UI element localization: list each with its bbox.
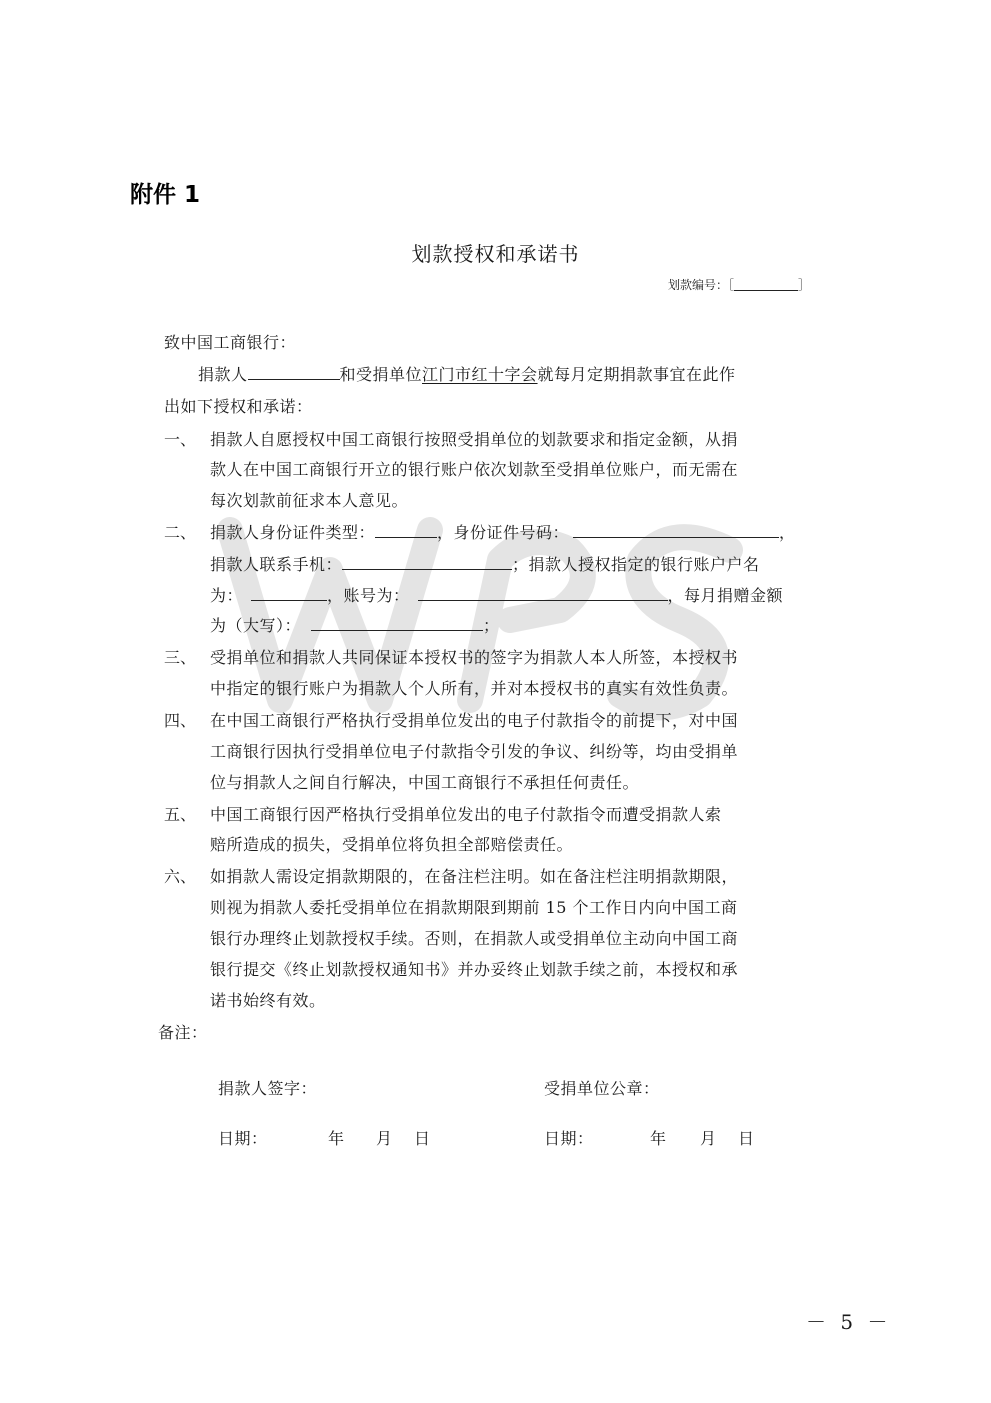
phone-blank — [342, 555, 512, 570]
recipient-date-label: 日期： — [544, 1129, 594, 1148]
addressee: 致中国工商银行： — [164, 333, 297, 352]
account-number-label: ，账号为： — [327, 586, 410, 605]
amount-words-blank — [311, 616, 483, 631]
donor-name-blank — [248, 365, 340, 380]
intro-middle: 和受捐单位 — [339, 365, 423, 384]
donor-date-year: 年 — [328, 1129, 345, 1148]
item-number-1: 一、 — [164, 430, 197, 449]
item-number-5: 五、 — [164, 805, 197, 824]
id-comma: ， — [779, 523, 796, 542]
recipient-seal-label: 受捐单位公章： — [544, 1079, 660, 1098]
item-1-line-3: 每次划款前征求本人意见。 — [210, 491, 409, 510]
phone-label: 捐款人联系手机： — [210, 555, 343, 574]
item-2-line-1 — [210, 520, 796, 543]
item-5-line-1: 中国工商银行因严格执行受捐单位发出的电子付款指令而遭受捐款人索 — [210, 805, 722, 824]
monthly-amount-label: ，每月捐赠金额 — [667, 586, 784, 605]
item-6-line-2: 则视为捐款人委托受捐单位在捐款期限到期前 15 个工作日内向中国工商 — [210, 898, 738, 917]
account-name-prefix: 为： — [210, 586, 244, 605]
item-number-6: 六、 — [164, 867, 197, 886]
serial-close: ］ — [798, 278, 811, 292]
item-3-line-2: 中指定的银行账户为捐款人个人所有，并对本授权书的真实有效性负责。 — [210, 679, 739, 698]
id-type-blank — [375, 523, 437, 538]
item-number-4: 四、 — [164, 711, 197, 730]
remarks-label: 备注： — [158, 1023, 208, 1042]
donor-date-day: 日 — [414, 1129, 431, 1148]
item-4-line-3: 位与捐款人之间自行解决，中国工商银行不承担任何责任。 — [210, 773, 640, 792]
item-5-line-2: 赔所造成的损失，受捐单位将负担全部赔偿责任。 — [210, 835, 574, 854]
account-name-label: ；捐款人授权指定的银行账户户名 — [512, 555, 760, 574]
serial-blank — [734, 278, 798, 291]
item-6-line-5: 诺书始终有效。 — [210, 991, 326, 1010]
item-6-line-1: 如捐款人需设定捐款期限的，在备注栏注明。如在备注栏注明捐款期限， — [210, 867, 739, 886]
intro-line-1 — [198, 362, 816, 385]
intro-suffix: 就每月定期捐款事宜在此作 — [537, 365, 736, 384]
attachment-label: 附件 1 — [130, 182, 201, 208]
item-2-line-3 — [210, 583, 783, 606]
item-1-line-1: 捐款人自愿授权中国工商银行按照受捐单位的划款要求和指定金额，从捐 — [210, 430, 739, 449]
donor-signature-label: 捐款人签字： — [218, 1079, 318, 1098]
recipient-org: 江门市红十字会 — [422, 365, 538, 384]
item-2-line-2 — [210, 552, 760, 575]
recipient-date-year: 年 — [650, 1129, 667, 1148]
id-number-label: ，身份证件号码： — [437, 523, 570, 542]
item-1-line-2: 款人在中国工商银行开立的银行账户依次划款至受捐单位账户，而无需在 — [210, 460, 739, 479]
item-2-line-4 — [210, 613, 500, 636]
recipient-date-day: 日 — [738, 1129, 755, 1148]
id-number-blank — [573, 523, 779, 538]
item-number-2: 二、 — [164, 523, 197, 542]
account-name-blank — [251, 586, 327, 601]
item-4-line-2: 工商银行因执行受捐单位电子付款指令引发的争议、纠纷等，均由受捐单 — [210, 742, 739, 761]
intro-prefix: 捐款人 — [198, 365, 248, 384]
id-type-label: 捐款人身份证件类型： — [210, 523, 376, 542]
amount-words-label: 为（大写）： — [210, 616, 302, 635]
intro-line-2: 出如下授权和承诺： — [164, 397, 313, 416]
item-number-3: 三、 — [164, 648, 197, 667]
document-title: 划款授权和承诺书 — [411, 242, 580, 266]
page-number: － 5 － — [806, 1310, 892, 1334]
donor-date-label: 日期： — [218, 1129, 268, 1148]
item-6-line-4: 银行提交《终止划款授权通知书》并办妥终止划款手续之前，本授权和承 — [210, 960, 739, 979]
donor-date-month: 月 — [376, 1129, 393, 1148]
amount-semicolon: ； — [483, 616, 500, 635]
item-4-line-1: 在中国工商银行严格执行受捐单位发出的电子付款指令的前提下，对中国 — [210, 711, 739, 730]
item-6-line-3: 银行办理终止划款授权手续。否则，在捐款人或受捐单位主动向中国工商 — [210, 929, 739, 948]
serial-number — [668, 276, 810, 293]
account-number-blank — [418, 586, 668, 601]
item-3-line-1: 受捐单位和捐款人共同保证本授权书的签字为捐款人本人所签，本授权书 — [210, 648, 739, 667]
recipient-date-month: 月 — [700, 1129, 717, 1148]
serial-label: 划款编号：［ — [668, 278, 735, 292]
